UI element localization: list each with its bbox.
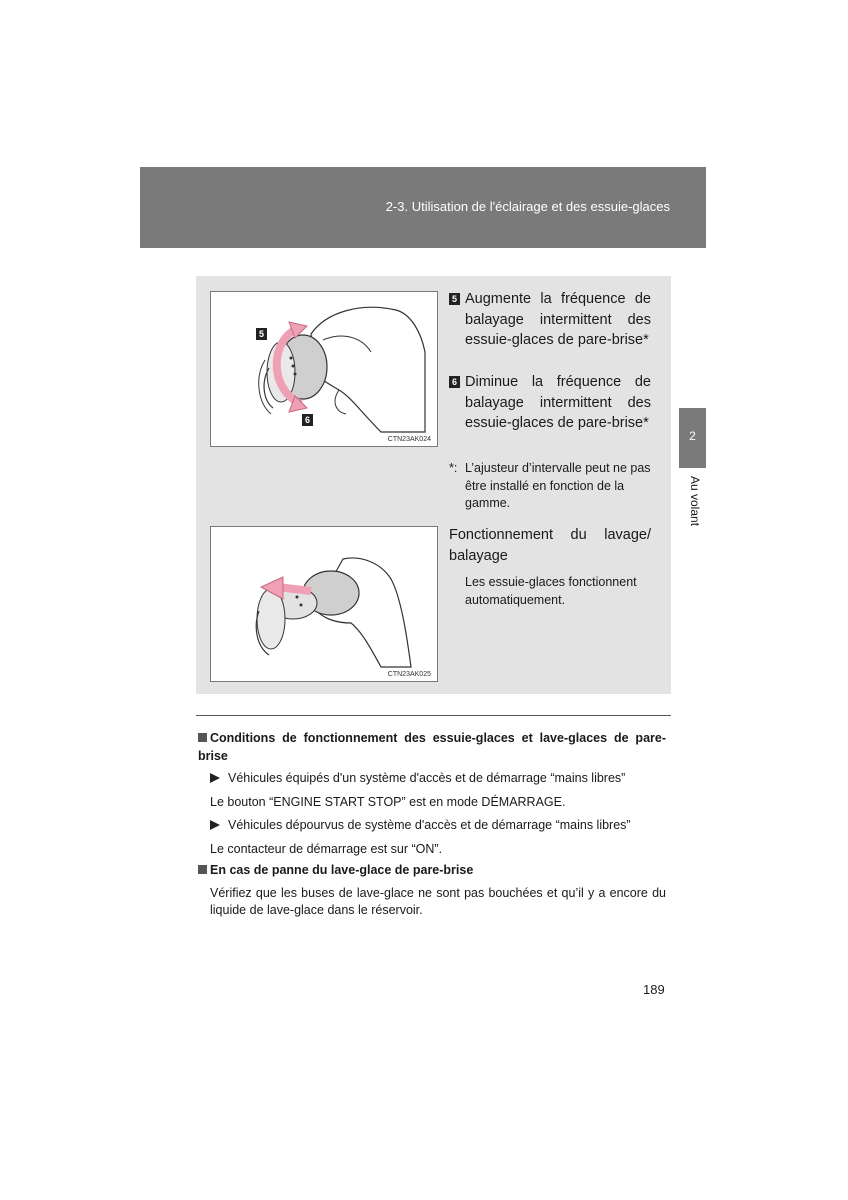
section-title: [198, 730, 666, 765]
wiper-wash-illustration: [211, 527, 437, 681]
badge-6: 6: [449, 376, 460, 388]
chapter-name: Au volant: [688, 476, 702, 527]
header-bar: [140, 167, 706, 248]
section-title-text: En cas de panne du lave-glace de pare-brise: [210, 863, 474, 877]
figure-wiper-interval: [210, 291, 438, 447]
paragraph: Le contacteur de démarrage est sur “ON”.: [210, 841, 443, 856]
figure-badge-6: 6: [302, 414, 313, 426]
figure-code: CTN23AK025: [387, 671, 431, 678]
section-conditions: [198, 730, 666, 858]
bullet-text: Véhicules équipés d'un système d'accès et de démarrage “mains libres”: [228, 771, 626, 785]
section-title: [198, 862, 666, 880]
badge-5: 5: [449, 293, 460, 305]
square-bullet-icon: [198, 733, 207, 742]
figure-code: CTN23AK024: [387, 436, 431, 443]
desc-text-5: Augmente la fréquence de balayage intermittent des essuie-glaces de pare-brise*: [465, 291, 651, 348]
desc-item-5: [449, 289, 651, 351]
figure-badge-5: 5: [256, 328, 267, 340]
footnote-text: L’ajusteur d’intervalle peut ne pas être installé en fonction de la gamme.: [465, 461, 651, 510]
section-washer-failure: [198, 862, 666, 920]
page-number: 189: [643, 982, 665, 997]
desc-item-6: [449, 372, 651, 434]
section-title-text: Conditions de fonctionnement des essuie-glaces et lave-glaces de pare-brise: [198, 731, 666, 763]
header-title: 2-3. Utilisation de l'éclairage et des essuie-glaces: [385, 199, 670, 214]
wiper-switch-illustration: [211, 292, 437, 446]
triangle-bullet-icon: [210, 773, 220, 783]
footnote-mark: *:: [449, 461, 458, 475]
footnote: [449, 460, 651, 513]
desc-text-6: Diminue la fréquence de balayage intermittent des essuie-glaces de pare-brise*: [465, 374, 651, 431]
chapter-number: 2: [689, 429, 696, 443]
paragraph: Vérifiez que les buses de lave-glace ne sont pas bouchées et qu’il y a encore du liquide de lave-glace dans le réservoir.: [210, 885, 666, 917]
section-divider: [196, 715, 671, 716]
figure-wiper-wash: [210, 526, 438, 682]
bullet-item: [198, 770, 666, 788]
square-bullet-icon: [198, 865, 207, 874]
triangle-bullet-icon: [210, 820, 220, 830]
operation-desc: Les essuie-glaces fonctionnent automatiquement.: [465, 575, 637, 607]
bullet-text: Véhicules dépourvus de système d'accès et de démarrage “mains libres”: [228, 818, 631, 832]
paragraph: Le bouton “ENGINE START STOP” est en mode DÉMARRAGE.: [210, 794, 566, 809]
operation-title: Fonctionnement du lavage/ balayage: [449, 527, 651, 564]
chapter-tab: [679, 408, 706, 468]
bullet-item: [198, 817, 666, 835]
